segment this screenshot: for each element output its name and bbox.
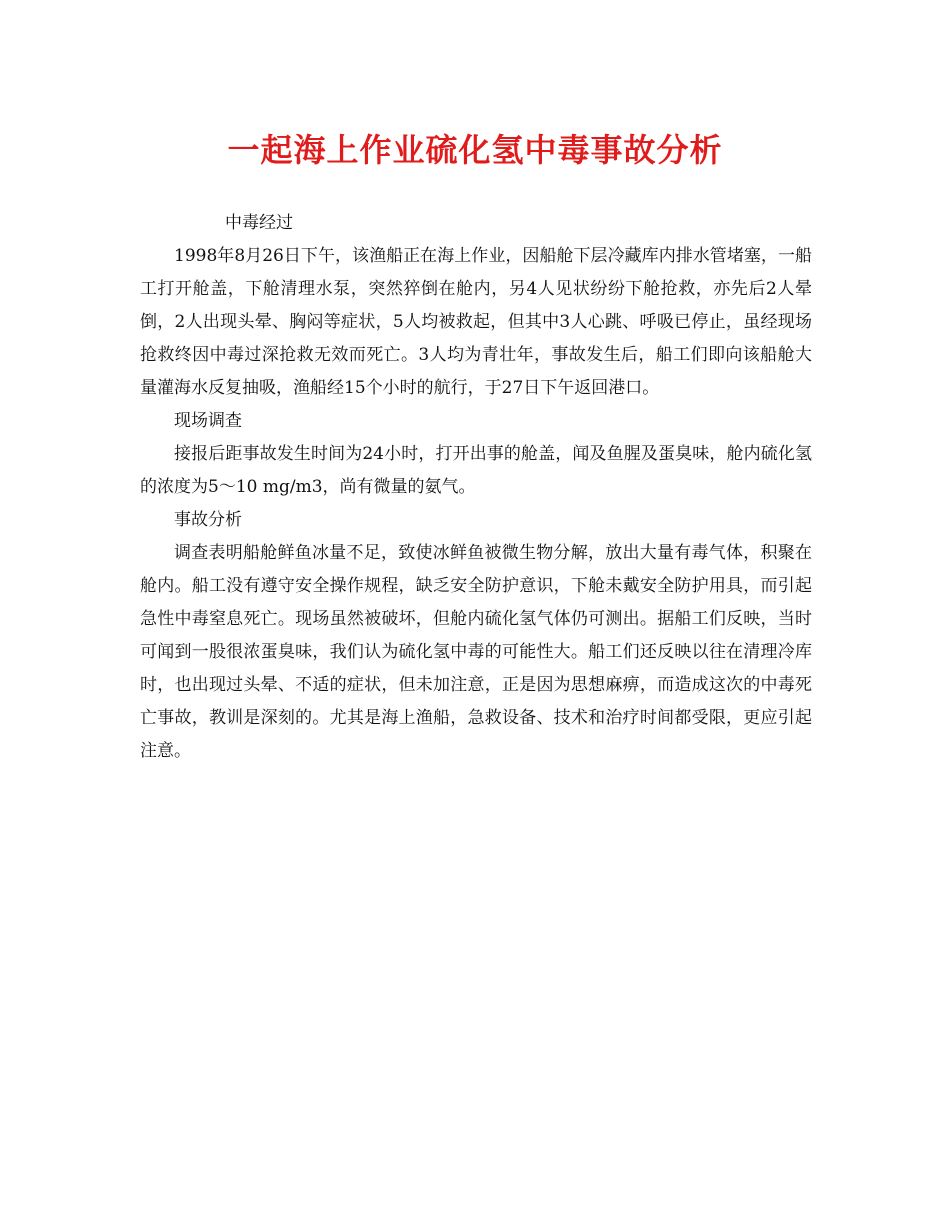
paragraph-site-investigation: 接报后距事故发生时间为24小时，打开出事的舱盖，闻及鱼腥及蛋臭味，舱内硫化氢的浓度为5～10 mg/m3，尚有微量的氨气。 xyxy=(140,444,812,497)
paragraph-accident-analysis: 调查表明船舱鲜鱼冰量不足，致使冰鲜鱼被微生物分解，放出大量有毒气体，积聚在舱内。船工没有遵守安全操作规程，缺乏安全防护意识，下舱未戴安全防护用具，而引起急性中毒窒息死亡。现场虽然被破坏，但舱内硫化氢气体仍可测出。据船工们反映，当时可闻到一股很浓蛋臭味，我们认为硫化氢中毒的可能性大。船工们还反映以往在清理冷库时，也出现过头晕、不适的症状，但未加注意，正是因为思想麻痹，而造成这次的中毒死亡事故，教训是深刻的。尤其是海上渔船，急救设备、技术和治疗时间都受限，更应引起注意。 xyxy=(140,543,812,761)
document-body xyxy=(140,207,812,768)
document-title: 一起海上作业硫化氢中毒事故分析 xyxy=(227,131,723,169)
section-heading-site-investigation: 现场调查 xyxy=(174,411,242,431)
section-heading-accident-analysis: 事故分析 xyxy=(174,510,242,530)
paragraph-poisoning-process: 1998年8月26日下午，该渔船正在海上作业，因船舱下层冷藏库内排水管堵塞，一船工打开舱盖，下舱清理水泵，突然猝倒在舱内，另4人见状纷纷下舱抢救，亦先后2人晕倒，2人出现头晕、胸闷等症状，5人均被救起，但其中3人心跳、呼吸已停止，虽经现场抢救终因中毒过深抢救无效而死亡。3人均为青壮年，事故发生后，船工们即向该船舱大量灌海水反复抽吸，渔船经15个小时的航行，于27日下午返回港口。 xyxy=(140,246,812,398)
section-heading-poisoning-process: 中毒经过 xyxy=(225,213,293,233)
